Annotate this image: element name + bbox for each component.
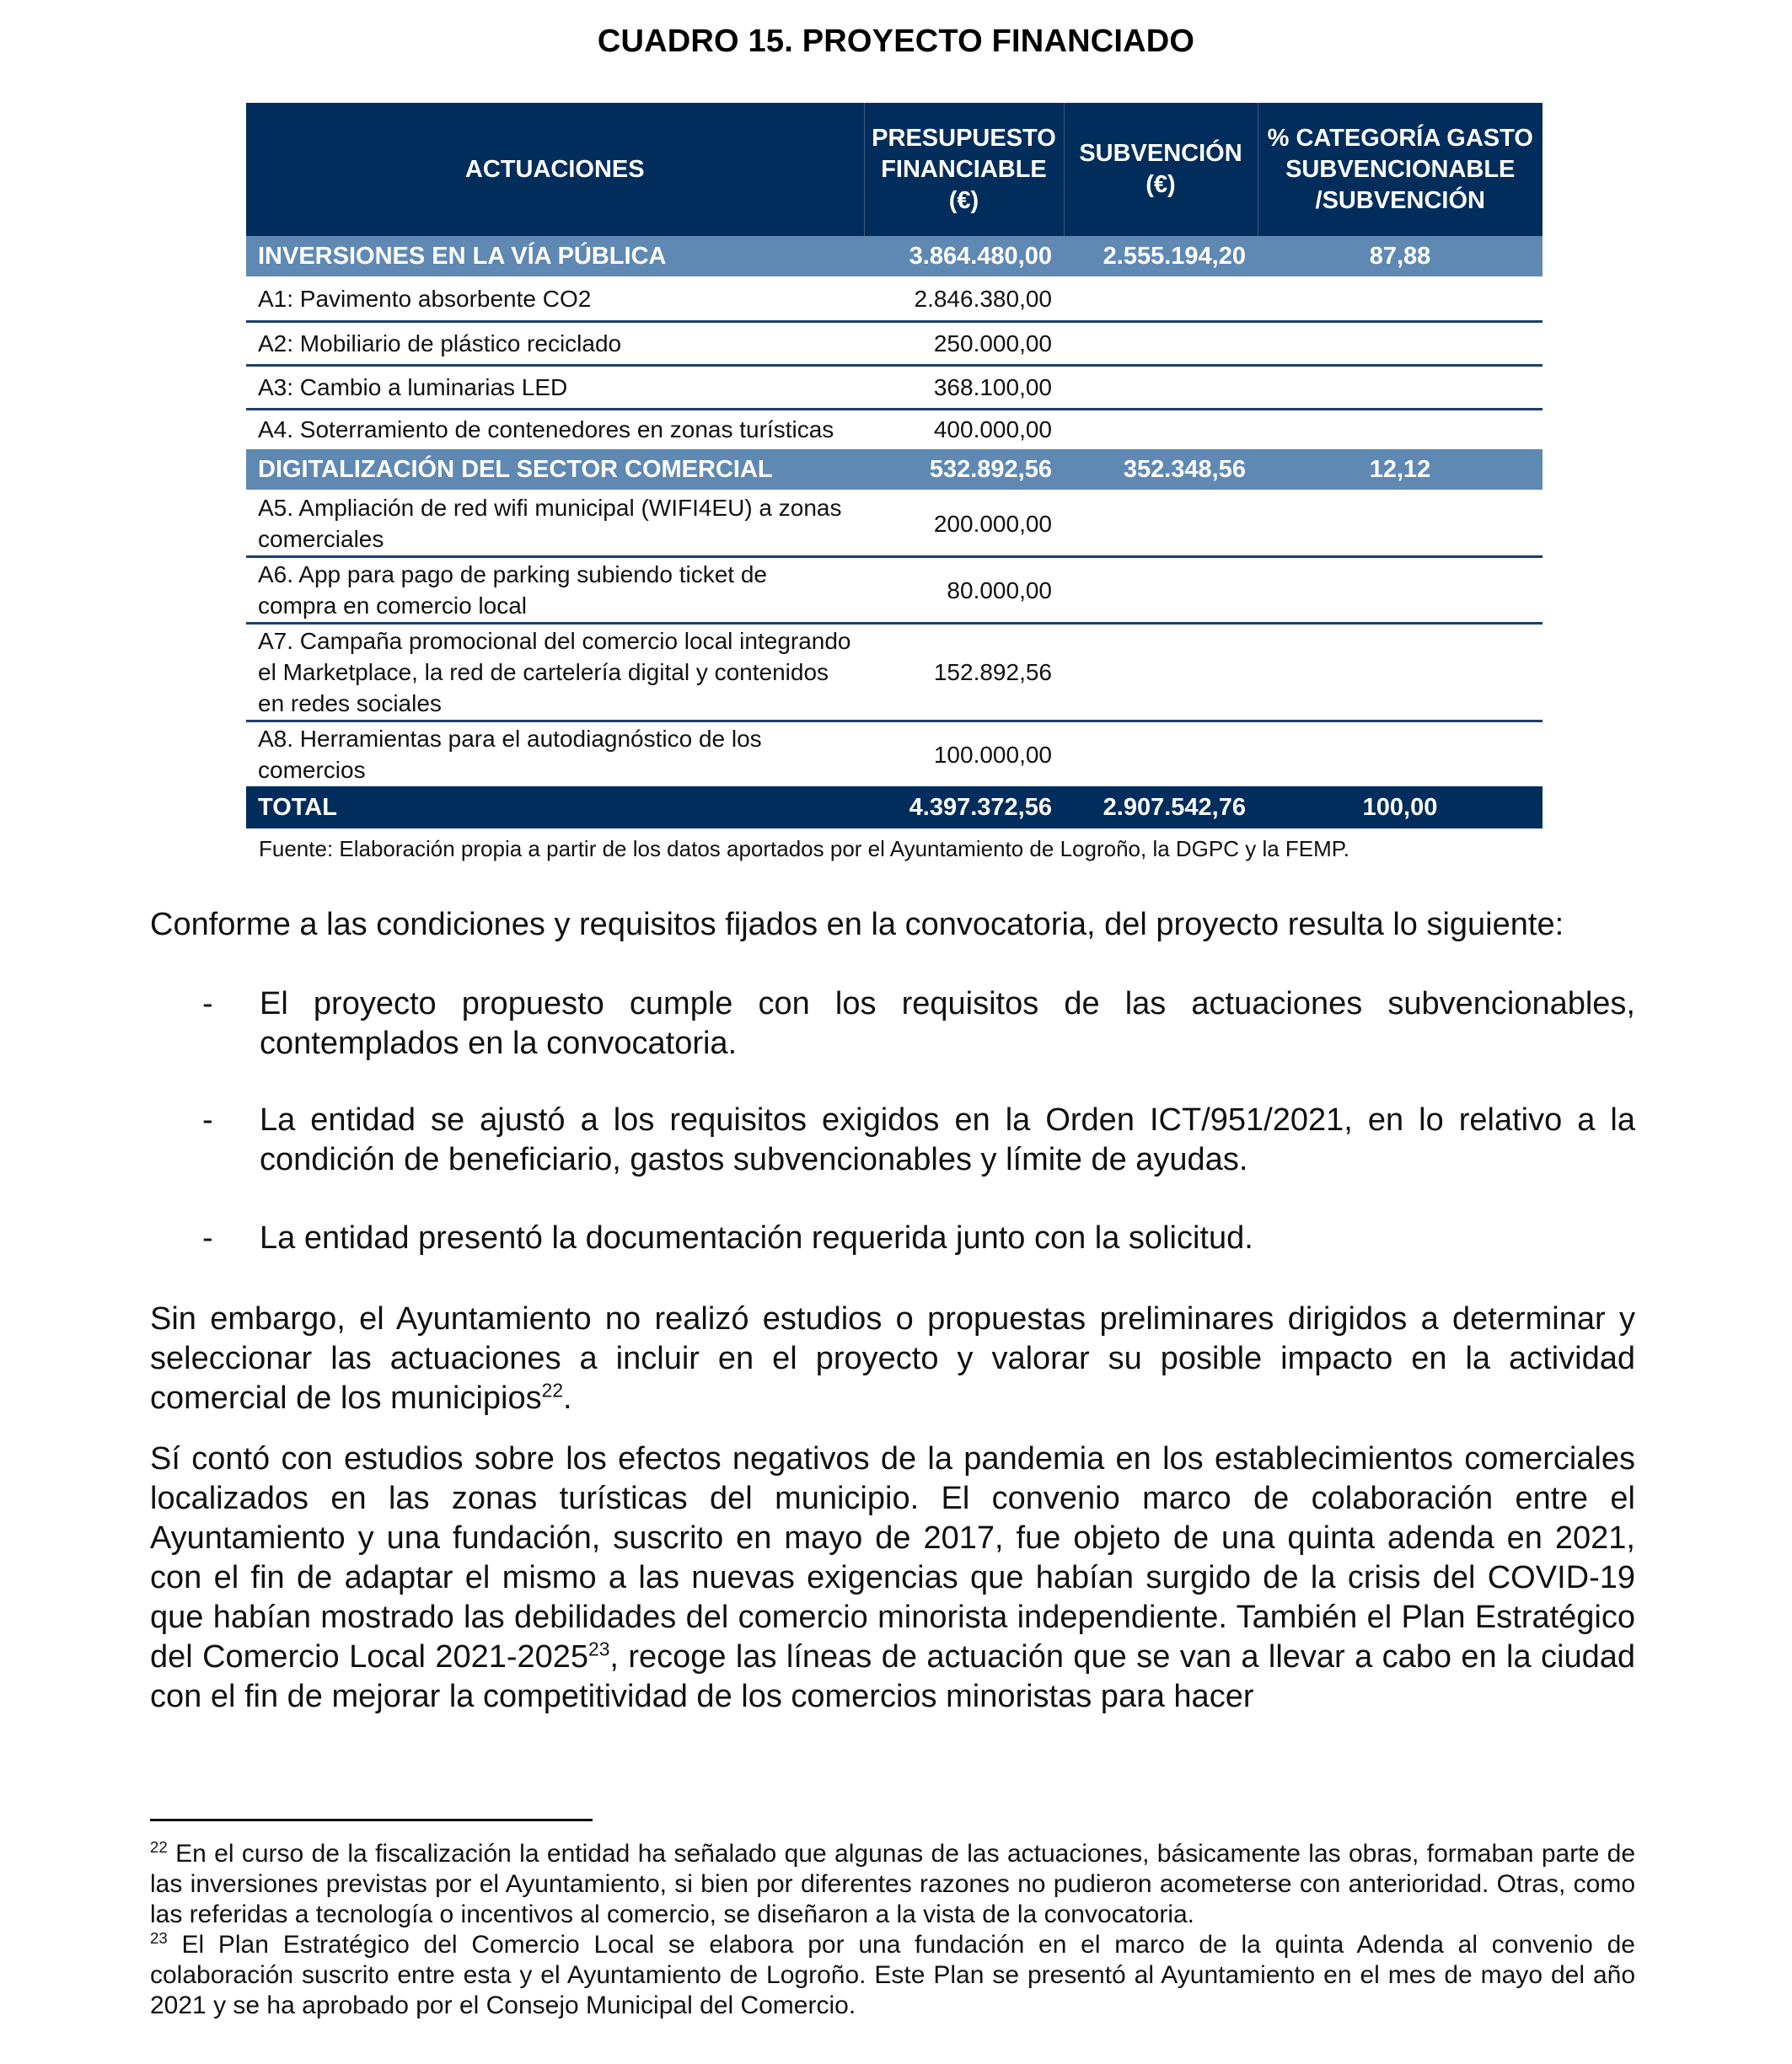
bullet-text: La entidad presentó la documentación requerida junto con la solicitud.	[260, 1220, 1253, 1256]
total-label: TOTAL	[246, 786, 864, 828]
dash-bullet-icon: -	[202, 1102, 213, 1138]
financed-project-table	[246, 103, 1543, 828]
footnote-separator	[150, 1819, 593, 1821]
item-presupuesto: 250.000,00	[864, 321, 1064, 365]
header-presupuesto: PRESUPUESTO FINANCIABLE (€)	[864, 103, 1064, 236]
table-source: Fuente: Elaboración propia a partir de los datos aportados por el Ayuntamiento de Logroño, la DGPC y la FEMP.	[259, 836, 1350, 861]
item-presupuesto: 100.000,00	[933, 741, 1052, 768]
bullet-text: El proyecto propuesto cumple con los requisitos de las actuaciones subvencionables, contemplados en la convocatoria.	[260, 986, 1635, 1061]
item-label: A8. Herramientas para el autodiagnóstico de los comercios	[258, 726, 762, 783]
table-row	[246, 365, 1543, 409]
item-presupuesto: 200.000,00	[864, 491, 1064, 557]
category-label: DIGITALIZACIÓN DEL SECTOR COMERCIAL	[246, 449, 864, 491]
header-actuaciones: ACTUACIONES	[246, 103, 864, 236]
header-porcentaje: % CATEGORÍA GASTO SUBVENCIONABLE /SUBVENCIÓN	[1258, 103, 1543, 236]
bullet-item	[202, 984, 1635, 1064]
table-title: CUADRO 15. PROYECTO FINANCIADO	[597, 24, 1195, 59]
header-subvencion: SUBVENCIÓN (€)	[1064, 103, 1258, 236]
category-presupuesto: 532.892,56	[864, 449, 1064, 491]
item-label: A1: Pavimento absorbente CO2	[246, 277, 864, 321]
item-label: A4. Soterramiento de contenedores en zonas turísticas	[258, 416, 834, 443]
item-presupuesto: 400.000,00	[933, 416, 1052, 443]
category-porcentaje: 87,88	[1258, 236, 1543, 277]
footnote-22: $^{22}$ En el curso de la fiscalización la entidad ha señalado que algunas de las actuaciones, básicamente las obras, formaban parte de las inversiones previstas por el Ayuntamiento, si bien por diferentes razones no pudieron acometerse con anterioridad. Otras, como las referidas a tecnología o incentivos al comercio, se diseñaron a la vista de la convocatoria.	[150, 1838, 1635, 1928]
category-row	[246, 449, 1543, 491]
item-label: A7. Campaña promocional del comercio local integrando el Marketplace, la red de cartelería digital y contenidos en redes sociales	[246, 624, 864, 721]
category-row	[246, 236, 1543, 277]
total-porcentaje: 100,00	[1258, 786, 1543, 828]
footnote-23: $^{23}$ El Plan Estratégico del Comercio Local se elabora por una fundación en el marco de la quinta Adenda al convenio de colaboración suscrito entre esta y el Ayuntamiento de Logroño. Este Plan se presentó al Ayuntamiento en el mes de mayo del año 2021 y se ha aprobado por el Consejo Municipal del Comercio.	[150, 1929, 1635, 2019]
item-label: A5. Ampliación de red wifi municipal (WIFI4EU) a zonas comerciales	[246, 491, 864, 557]
item-presupuesto: 152.892,56	[864, 624, 1064, 721]
intro-paragraph: Conforme a las condiciones y requisitos fijados en la convocatoria, del proyecto resulta lo siguiente:	[150, 907, 1564, 942]
category-subvencion: 2.555.194,20	[1064, 236, 1258, 277]
table-row	[246, 557, 1543, 624]
total-subvencion: 2.907.542,76	[1064, 786, 1258, 828]
footnote-ref[interactable]: 22	[541, 1379, 563, 1402]
item-presupuesto: 368.100,00	[864, 365, 1064, 409]
table-row	[246, 409, 1543, 449]
bullet-item	[202, 1101, 1635, 1180]
table-row	[246, 321, 1543, 365]
category-porcentaje: 12,12	[1258, 449, 1543, 491]
category-label: INVERSIONES EN LA VÍA PÚBLICA	[246, 236, 864, 277]
table-header-row	[246, 103, 1543, 236]
category-presupuesto: 3.864.480,00	[864, 236, 1064, 277]
total-row	[246, 786, 1543, 828]
item-label: A6. App para pago de parking subiendo ticket de compra en comercio local	[246, 557, 864, 624]
footnote-ref[interactable]: 23	[588, 1638, 610, 1660]
category-subvencion: 352.348,56	[1064, 449, 1258, 491]
paragraph-pandemic-studies: Sí contó con estudios sobre los efectos negativos de la pandemia en los establecimientos comerciales localizados en las zonas turísticas del municipio. El convenio marco de colaboración entre el Ayuntamiento y una fundación, suscrito en mayo de 2017, fue objeto de una quinta adenda en 2021, con el fin de adaptar el mismo a las nuevas exigencias que habían surgido de la crisis del COVID-19 que habían mostrado las debilidades del comercio minorista independiente. También el Plan Estratégico del Comercio Local 2021-2025$^{23}$, recoge las líneas de actuación que se van a llevar a cabo en la ciudad con el fin de mejorar la competitividad de los comercios minoristas para hacer	[150, 1441, 1636, 1714]
total-presupuesto: 4.397.372,56	[864, 786, 1064, 828]
bullet-text: La entidad se ajustó a los requisitos exigidos en la Orden ICT/951/2021, en lo relativo a la condición de beneficiario, gastos subvencionables y límite de ayudas.	[260, 1102, 1635, 1177]
footnotes	[150, 1839, 1635, 2021]
dash-bullet-icon: -	[202, 1220, 213, 1256]
dash-bullet-icon: -	[202, 986, 213, 1021]
table-row	[246, 491, 1543, 557]
bullet-item	[202, 1219, 1635, 1258]
item-label: A2: Mobiliario de plástico reciclado	[246, 321, 864, 365]
table-row	[246, 721, 1543, 787]
item-presupuesto: 2.846.380,00	[864, 277, 1064, 321]
paragraph-no-studies: Sin embargo, el Ayuntamiento no realizó estudios o propuestas preliminares dirigidos a determinar y seleccionar las actuaciones a incluir en el proyecto y valorar su posible impacto en la actividad comercial de los municipios$^{22}$.	[150, 1301, 1635, 1416]
table-row	[246, 624, 1543, 721]
table-row	[246, 277, 1543, 321]
item-presupuesto: 80.000,00	[864, 557, 1064, 624]
item-label: A3: Cambio a luminarias LED	[246, 365, 864, 409]
